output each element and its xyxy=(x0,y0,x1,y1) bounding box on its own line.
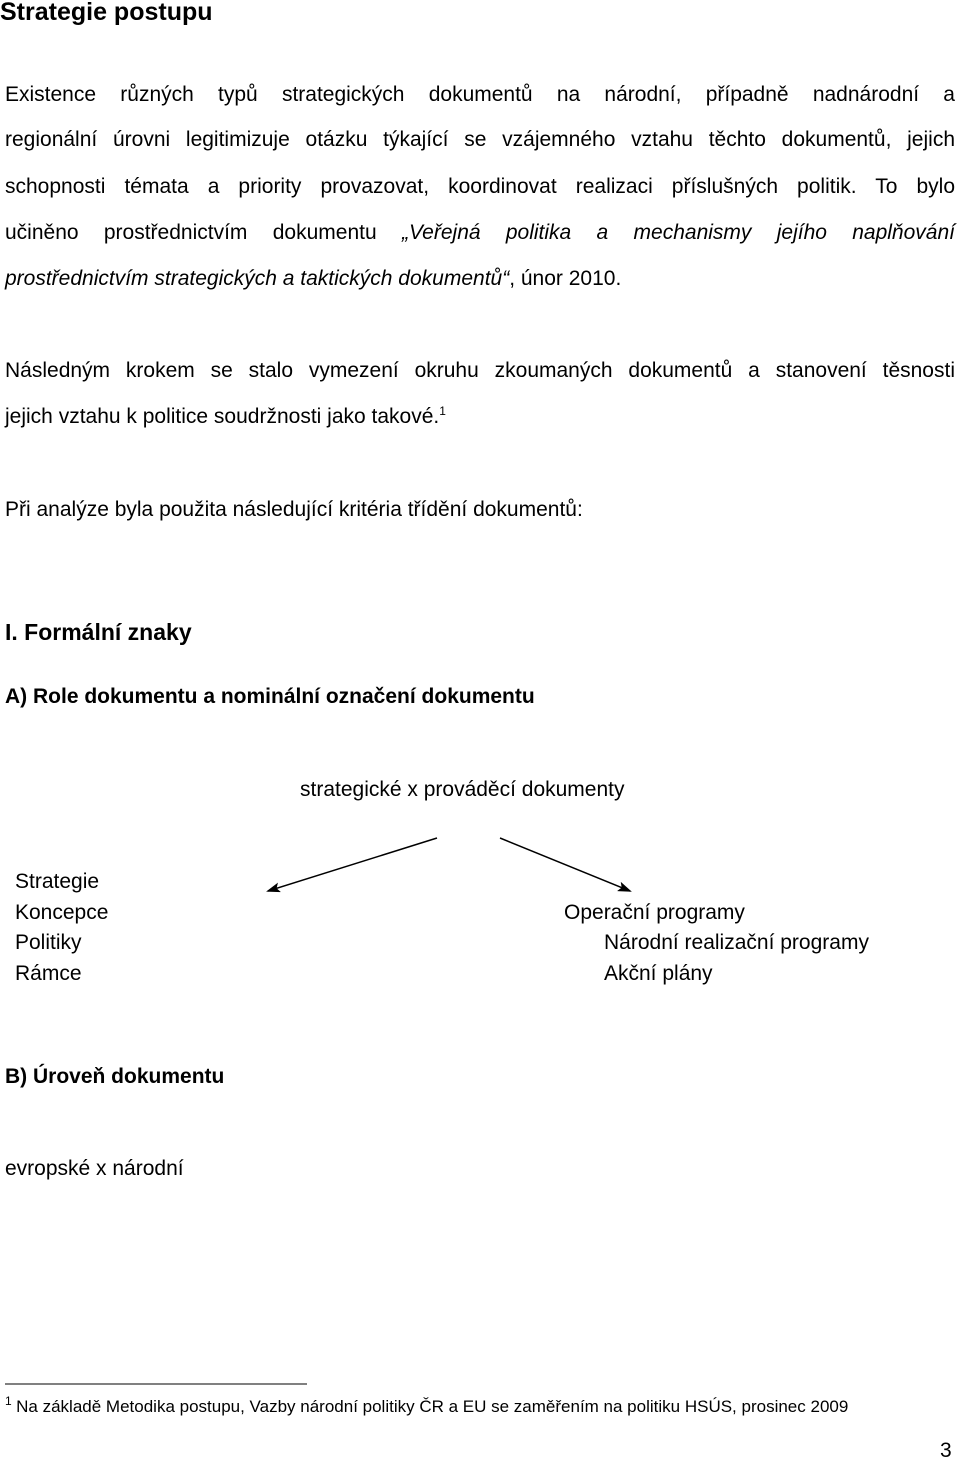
left-item-3: Politiky xyxy=(15,931,82,954)
section-heading: I. Formální znaky xyxy=(5,619,192,645)
right-arrow xyxy=(500,838,630,891)
page-title: Strategie postupu xyxy=(0,0,213,26)
left-item-1: Strategie xyxy=(15,870,100,893)
paragraph-1-line-5 xyxy=(5,264,621,294)
paragraph-1-line-5-text: , únor 2010. xyxy=(509,267,622,290)
document-title-part-2: prostřednictvím strategických a taktických dokumentů“ xyxy=(5,267,510,290)
footnote xyxy=(5,1392,848,1423)
footnote-number: 1 xyxy=(5,1394,12,1408)
paragraph-2-line-1: Následným krokem se stalo vymezení okruhu zkoumaných dokumentů a stanovení těsnosti xyxy=(5,359,955,382)
left-item-4: Rámce xyxy=(15,962,82,985)
paragraph-1-line-3: schopnosti témata a priority provazovat, koordinovat realizaci příslušných politik. To bylo xyxy=(5,175,955,198)
document-title-part-1: „Veřejná politika a mechanismy jejího naplňování xyxy=(401,221,955,244)
paragraph-1-line-4 xyxy=(5,218,955,248)
paragraph-1-line-4-text: učiněno prostřednictvím dokumentu xyxy=(5,221,402,244)
paragraph-1-line-1: Existence různých typů strategických dokumentů na národní, případně nadnárodní a xyxy=(5,83,955,106)
footnote-reference[interactable]: 1 xyxy=(439,404,446,418)
subsection-b-text: evropské x národní xyxy=(5,1157,184,1180)
paragraph-3: Při analýze byla použita následující kritéria třídění dokumentů: xyxy=(5,498,583,521)
left-item-2: Koncepce xyxy=(15,901,109,924)
page-number: 3 xyxy=(940,1439,952,1462)
paragraph-2-line-2 xyxy=(5,402,446,432)
left-arrow xyxy=(268,838,437,891)
paragraph-1-line-2: regionální úrovni legitimizuje otázku týkající se vzájemného vztahu těchto dokumentů, jejich xyxy=(5,128,955,151)
right-main-item: Operační programy xyxy=(564,901,745,924)
subsection-b-heading: B) Úroveň dokumentu xyxy=(5,1065,225,1088)
right-sub-item-2: Akční plány xyxy=(604,962,713,985)
subsection-a-heading: A) Role dokumentu a nominální označení dokumentu xyxy=(5,685,535,708)
right-sub-item-1: Národní realizační programy xyxy=(604,931,869,954)
paragraph-2-line-2-text: jejich vztahu k politice soudržnosti jako takové. xyxy=(5,405,440,428)
footnote-text: Na základě Metodika postupu, Vazby národní politiky ČR a EU se zaměřením na politiku HSÚS, prosinec 2009 xyxy=(16,1397,849,1416)
diagram-top-label: strategické x prováděcí dokumenty xyxy=(300,778,625,801)
